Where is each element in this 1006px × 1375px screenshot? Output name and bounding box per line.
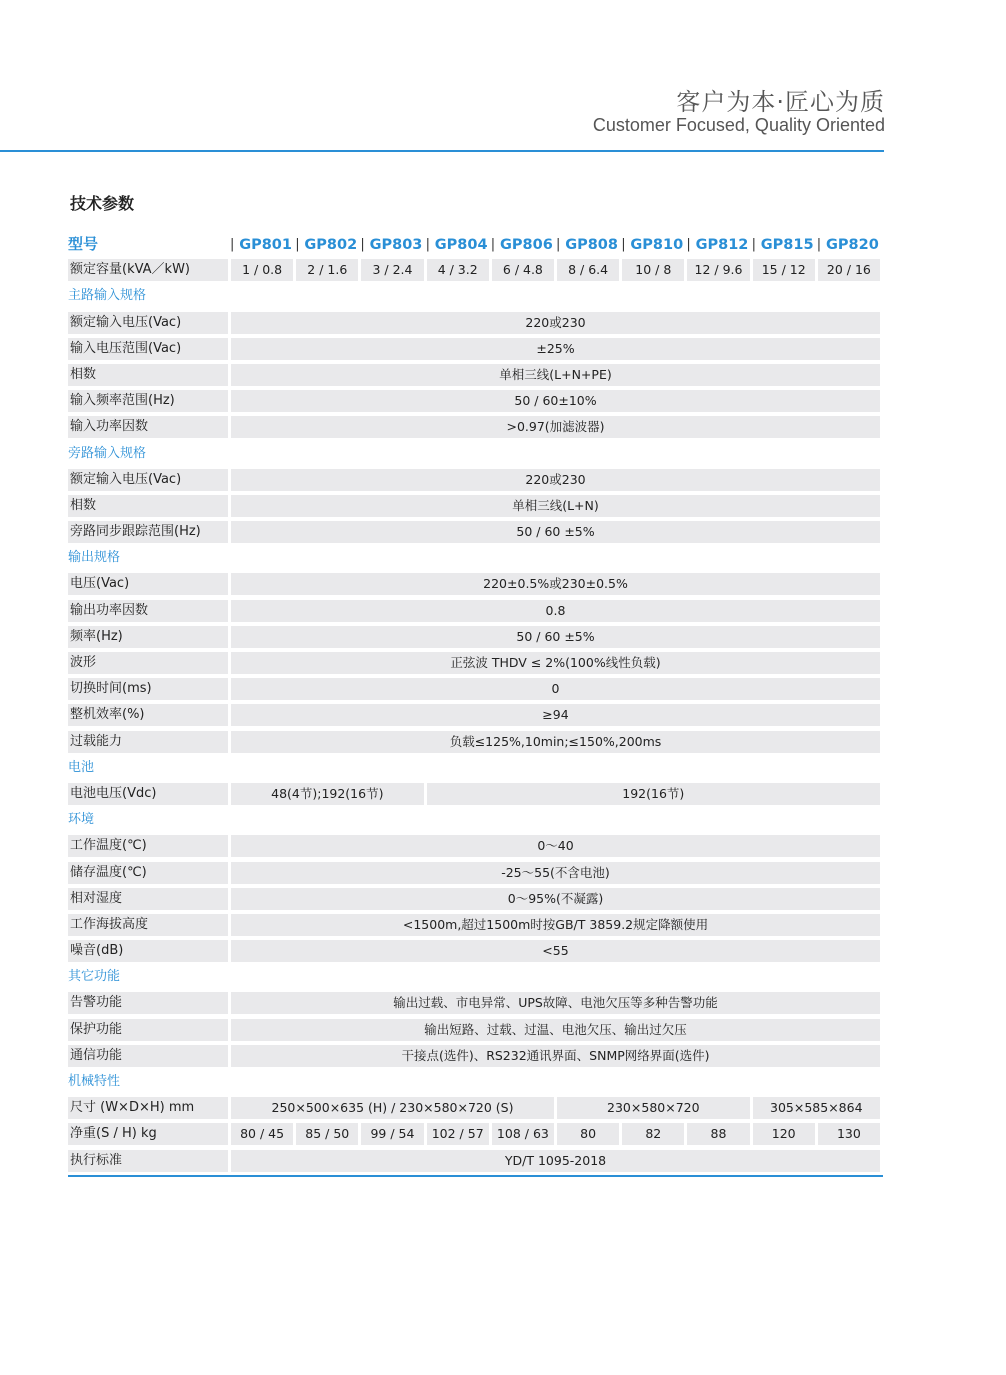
spec-label: 相对湿度 bbox=[68, 888, 228, 910]
spec-label: 过载能力 bbox=[68, 731, 228, 753]
spec-value: <1500m,超过1500m时按GB/T 3859.2规定降额使用 bbox=[231, 914, 880, 936]
model-name: GP810 bbox=[630, 237, 684, 253]
spec-value: 220或230 bbox=[231, 312, 880, 334]
spec-label: 额定输入电压(Vac) bbox=[68, 312, 228, 334]
spec-value: 192(16节) bbox=[427, 783, 880, 805]
category-row bbox=[68, 757, 883, 783]
spec-value: 15 / 12 bbox=[753, 259, 815, 281]
spec-value: -25～55(不含电池) bbox=[231, 862, 880, 884]
spec-label: 频率(Hz) bbox=[68, 626, 228, 648]
spec-row bbox=[68, 704, 883, 730]
model-name: GP808 bbox=[565, 237, 618, 253]
spec-label: 波形 bbox=[68, 652, 228, 674]
spec-row bbox=[68, 1097, 883, 1123]
spec-row bbox=[68, 469, 883, 495]
spec-value: 单相三线(L+N) bbox=[231, 495, 880, 517]
model-label: 型号 bbox=[68, 235, 99, 253]
spec-value: 3 / 2.4 bbox=[361, 259, 423, 281]
spec-row bbox=[68, 495, 883, 521]
spec-row bbox=[68, 914, 883, 940]
model-separator: | bbox=[816, 237, 822, 252]
spec-value: 50 / 60±10% bbox=[231, 390, 880, 412]
spec-row bbox=[68, 416, 883, 442]
spec-value: 2 / 1.6 bbox=[296, 259, 358, 281]
spec-table bbox=[68, 233, 883, 1176]
spec-value: 80 bbox=[557, 1123, 619, 1145]
spec-row bbox=[68, 1150, 883, 1176]
spec-row bbox=[68, 390, 883, 416]
spec-row bbox=[68, 312, 883, 338]
spec-value: 230×580×720 bbox=[557, 1097, 750, 1119]
spec-label: 工作温度(℃) bbox=[68, 835, 228, 857]
category-label: 电池 bbox=[68, 759, 95, 775]
header-title-en: Customer Focused, Quality Oriented bbox=[592, 115, 885, 135]
model-separator: | bbox=[230, 237, 235, 252]
spec-row bbox=[68, 521, 883, 547]
spec-value: 220或230 bbox=[231, 469, 880, 491]
spec-value: 负载≤125%,10min;≤150%,200ms bbox=[231, 731, 880, 753]
spec-label: 告警功能 bbox=[68, 992, 228, 1014]
spec-label: 电压(Vac) bbox=[68, 573, 228, 595]
spec-row bbox=[68, 992, 883, 1018]
spec-row bbox=[68, 888, 883, 914]
spec-value: ≥94 bbox=[231, 704, 880, 726]
spec-label: 相数 bbox=[68, 495, 228, 517]
spec-value: 0 bbox=[231, 678, 880, 700]
spec-label: 输入电压范围(Vac) bbox=[68, 338, 228, 360]
spec-value: 120 bbox=[753, 1123, 815, 1145]
spec-value: 0.8 bbox=[231, 600, 880, 622]
spec-row bbox=[68, 626, 883, 652]
category-row bbox=[68, 285, 883, 311]
spec-value: 50 / 60 ±5% bbox=[231, 626, 880, 648]
spec-value: 82 bbox=[622, 1123, 684, 1145]
category-row bbox=[68, 1071, 883, 1097]
spec-value: 4 / 3.2 bbox=[427, 259, 489, 281]
spec-value: 305×585×864 bbox=[753, 1097, 880, 1119]
model-separator: | bbox=[425, 237, 430, 252]
spec-value: YD/T 1095-2018 bbox=[231, 1150, 880, 1172]
spec-value: 250×500×635 (H) / 230×580×720 (S) bbox=[231, 1097, 554, 1119]
spec-label: 相数 bbox=[68, 364, 228, 386]
spec-label: 噪音(dB) bbox=[68, 940, 228, 962]
spec-value: 10 / 8 bbox=[622, 259, 684, 281]
header-title-cn: 客户为本·匠心为质 bbox=[676, 88, 885, 116]
spec-label: 执行标准 bbox=[68, 1150, 228, 1172]
spec-row bbox=[68, 600, 883, 626]
spec-value: 108 / 63 bbox=[492, 1123, 554, 1145]
spec-value: 输出短路、过载、过温、电池欠压、输出过欠压 bbox=[231, 1019, 880, 1041]
model-separator: | bbox=[360, 237, 365, 252]
spec-value: 输出过载、市电异常、UPS故障、电池欠压等多种告警功能 bbox=[231, 992, 880, 1014]
spec-value: 50 / 60 ±5% bbox=[231, 521, 880, 543]
category-label: 环境 bbox=[68, 812, 95, 828]
model-name: GP806 bbox=[499, 237, 553, 253]
table-bottom-divider bbox=[68, 1175, 883, 1177]
model-separator: | bbox=[621, 237, 626, 252]
spec-row bbox=[68, 678, 883, 704]
category-label: 输出规格 bbox=[68, 550, 121, 566]
category-row bbox=[68, 809, 883, 835]
spec-label: 工作海拔高度 bbox=[68, 914, 228, 936]
spec-value: <55 bbox=[231, 940, 880, 962]
spec-row bbox=[68, 940, 883, 966]
spec-label: 电池电压(Vdc) bbox=[68, 783, 228, 805]
spec-label: 输入频率范围(Hz) bbox=[68, 390, 228, 412]
spec-value: 20 / 16 bbox=[818, 259, 880, 281]
category-row bbox=[68, 966, 883, 992]
spec-label: 额定容量(kVA／kW) bbox=[68, 259, 228, 281]
category-row bbox=[68, 547, 883, 573]
model-separator: | bbox=[751, 237, 756, 252]
spec-row bbox=[68, 835, 883, 861]
spec-value: 130 bbox=[818, 1123, 880, 1145]
model-name: GP815 bbox=[760, 237, 814, 253]
spec-row bbox=[68, 364, 883, 390]
spec-value: 102 / 57 bbox=[427, 1123, 489, 1145]
category-label: 主路输入规格 bbox=[68, 288, 147, 304]
spec-value: 85 / 50 bbox=[296, 1123, 358, 1145]
spec-value: 干接点(选件)、RS232通讯界面、SNMP网络界面(选件) bbox=[231, 1045, 880, 1067]
spec-value: 正弦波 THDV ≤ 2%(100%线性负载) bbox=[231, 652, 880, 674]
spec-value: 1 / 0.8 bbox=[231, 259, 293, 281]
model-separator: | bbox=[295, 237, 300, 252]
spec-value: 88 bbox=[687, 1123, 749, 1145]
spec-row bbox=[68, 259, 883, 285]
model-row bbox=[68, 233, 883, 259]
category-row bbox=[68, 443, 883, 469]
spec-value: 99 / 54 bbox=[361, 1123, 423, 1145]
model-separator: | bbox=[490, 237, 496, 252]
spec-row bbox=[68, 338, 883, 364]
section-title: 技术参数 bbox=[70, 194, 135, 213]
spec-label: 净重(S / H) kg bbox=[68, 1123, 228, 1145]
model-name: GP802 bbox=[304, 237, 358, 253]
spec-label: 额定输入电压(Vac) bbox=[68, 469, 228, 491]
spec-row bbox=[68, 1019, 883, 1045]
spec-value: 单相三线(L+N+PE) bbox=[231, 364, 880, 386]
spec-value: 6 / 4.8 bbox=[492, 259, 554, 281]
spec-row bbox=[68, 731, 883, 757]
model-name: GP801 bbox=[239, 237, 292, 253]
spec-value: 48(4节);192(16节) bbox=[231, 783, 424, 805]
spec-label: 整机效率(%) bbox=[68, 704, 228, 726]
spec-row bbox=[68, 862, 883, 888]
category-label: 旁路输入规格 bbox=[68, 445, 147, 461]
model-name: GP804 bbox=[434, 237, 488, 253]
spec-row bbox=[68, 1045, 883, 1071]
spec-label: 输出功率因数 bbox=[68, 600, 228, 622]
model-separator: | bbox=[556, 237, 561, 252]
spec-label: 尺寸 (W×D×H) mm bbox=[68, 1097, 228, 1119]
spec-value: 8 / 6.4 bbox=[557, 259, 619, 281]
spec-value: 12 / 9.6 bbox=[687, 259, 749, 281]
spec-label: 通信功能 bbox=[68, 1045, 228, 1067]
spec-value: 0～95%(不凝露) bbox=[231, 888, 880, 910]
spec-value: ±25% bbox=[231, 338, 880, 360]
spec-row bbox=[68, 573, 883, 599]
spec-label: 储存温度(℃) bbox=[68, 862, 228, 884]
model-name: GP803 bbox=[369, 237, 423, 253]
spec-value: 0～40 bbox=[231, 835, 880, 857]
model-separator: | bbox=[686, 237, 691, 252]
spec-value: >0.97(加滤波器) bbox=[231, 416, 880, 438]
category-label: 其它功能 bbox=[68, 969, 121, 985]
category-label: 机械特性 bbox=[68, 1074, 121, 1089]
spec-label: 保护功能 bbox=[68, 1019, 228, 1041]
spec-row bbox=[68, 1123, 883, 1149]
spec-value: 220±0.5%或230±0.5% bbox=[231, 573, 880, 595]
spec-label: 切换时间(ms) bbox=[68, 678, 228, 700]
spec-label: 旁路同步跟踪范围(Hz) bbox=[68, 521, 228, 543]
spec-value: 80 / 45 bbox=[231, 1123, 293, 1145]
spec-row bbox=[68, 783, 883, 809]
header-divider bbox=[0, 150, 884, 152]
spec-label: 输入功率因数 bbox=[68, 416, 228, 438]
model-name: GP820 bbox=[825, 237, 879, 253]
spec-row bbox=[68, 652, 883, 678]
model-name: GP812 bbox=[695, 237, 749, 253]
